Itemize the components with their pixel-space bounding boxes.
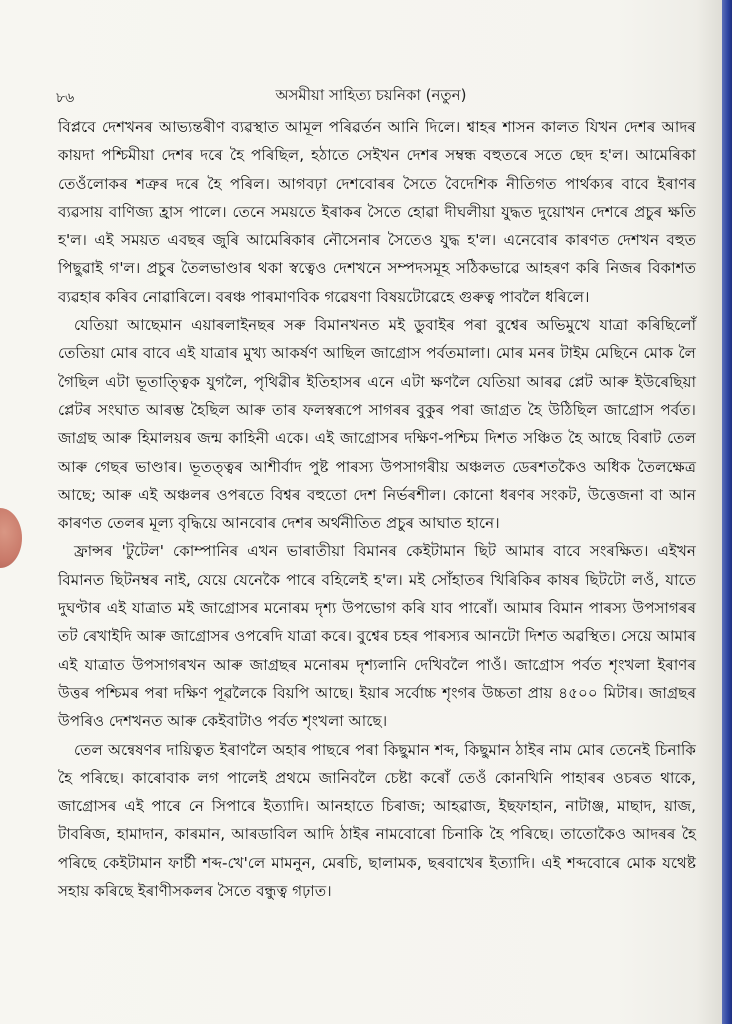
page-number: ৮৬ (56, 90, 75, 106)
book-cover-edge (722, 0, 732, 1024)
body-text (58, 113, 696, 905)
page-header (56, 84, 686, 108)
paragraph: ফ্ৰান্সৰ 'টুটেল' কোম্পানিৰ এখন ভাৰাতীয়া বিমানৰ কেইটামান ছিট আমাৰ বাবে সংৰক্ষিত। এইখন বিমানত ছিটনম্বৰ নাই, যেয়ে যেনেকৈ পাৰে বহিলেই হ'ল। মই সোঁহাতৰ খিৰিকিৰ কাষৰ ছিটটো লওঁ, যাতে দুঘণ্টাৰ এই যাত্ৰাত মই জাগ্ৰোসৰ মনোৰম দৃশ্য উপভোগ কৰি যাব পাৰোঁ। আমাৰ বিমান পাৰস্য উপসাগৰৰ তট ৰেখাইদি আৰু জাগ্ৰোসৰ ওপৰেদি যাত্ৰা কৰে। বুশ্বেৰ চহৰ পাৰস্যৰ আনটো দিশত অৱস্থিত। সেয়ে আমাৰ এই যাত্ৰাত উপসাগৰখন আৰু জাগ্ৰছৰ মনোৰম দৃশ্যলানি দেখিবলৈ পাওঁ। জাগ্ৰোস পৰ্বত শৃংখলা ইৰাণৰ উত্তৰ পশ্চিমৰ পৰা দক্ষিণ পূৱলৈকে বিয়পি আছে। ইয়াৰ সৰ্বোচ্চ শৃংগৰ উচ্চতা প্ৰায় ৪৫০০ মিটাৰ। জাগ্ৰছৰ উপৰিও দেশখনত আৰু কেইবাটাও পৰ্বত শৃংখলা আছে। (58, 542, 696, 731)
paragraph: বিপ্লবে দেশখনৰ আভ্যন্তৰীণ ব্যৱস্থাত আমূল পৰিৱৰ্তন আনি দিলে। শ্বাহৰ শাসন কালত যিখন দেশৰ আদৰ কায়দা পশ্চিমীয়া দেশৰ দৰে হৈ পৰিছিল, হঠাতে সেইখন দেশৰ সম্বন্ধ বহুতৰে সতে ছেদ হ'ল। আমেৰিকা তেওঁলোকৰ শত্ৰুৰ দৰে হৈ পৰিল। আগবঢ়া দেশবোৰৰ সৈতে বৈদেশিক নীতিগত পাৰ্থক্যৰ বাবে ইৰাণৰ ব্যৱসায় বাণিজ্য হ্ৰাস পালে। তেনে সময়তে ইৰাকৰ সৈতে হোৱা দীঘলীয়া যুদ্ধত দুয়োখন দেশৰে প্ৰচুৰ ক্ষতি হ'ল। এই সময়ত এবছৰ জুৰি আমেৰিকাৰ নৌসেনাৰ সৈতেও যুদ্ধ হ'ল। এনেবোৰ কাৰণত দেশখন বহুত পিছুৱাই গ'ল। প্ৰচুৰ তৈলভাণ্ডাৰ থকা স্বত্বেও দেশখনে সম্পদসমূহ সঠিকভাৱে আহৰণ কৰি নিজৰ বিকাশত ব্যৱহাৰ কৰিব নোৱাৰিলে। বৰঞ্চ পাৰমাণবিক গৱেষণা বিষয়টোৱেহে গুৰুত্ব পাবলৈ ধৰিলে। (58, 118, 696, 306)
paragraph: যেতিয়া আছেমান এয়াৰলাইনছৰ সৰু বিমানখনত মই ডুবাইৰ পৰা বুশ্বেৰ অভিমুখে যাত্ৰা কৰিছিলোঁ তেতিয়া মোৰ বাবে এই যাত্ৰাৰ মুখ্য আকৰ্ষণ আছিল জাগ্ৰোস পৰ্বতমালা। মোৰ মনৰ টাইম মেছিনে মোক লৈ গৈছিল এটা ভূতাত্ত্বিক যুগলৈ, পৃথিৱীৰ ইতিহাসৰ এনে এটা ক্ষণলৈ যেতিয়া আৰৱ প্লেট আৰু ইউৰেছিয়া প্লেটৰ সংঘাত আৰম্ভ হৈছিল আৰু তাৰ ফলস্বৰূপে সাগৰৰ বুকুৰ পৰা জাগ্ৰত হৈ উঠিছিল জাগ্ৰোস পৰ্বত। জাগ্ৰছ আৰু হিমালয়ৰ জন্ম কাহিনী একে। এই জাগ্ৰোসৰ দক্ষিণ-পশ্চিম দিশত সঞ্চিত হৈ আছে বিৰাট তেল আৰু গেছৰ ভাণ্ডাৰ। ভূতত্ত্বৰ আশীৰ্বাদ পুষ্ট পাৰস্য উপসাগৰীয় অঞ্চলত ডেৰশতকৈও অধিক তৈলক্ষেত্ৰ আছে; আৰু এই অঞ্চলৰ ওপৰতে বিশ্বৰ বহুতো দেশ নিৰ্ভৰশীল। কোনো ধৰণৰ সংকট, উত্তেজনা বা আন কাৰণত তেলৰ মূল্য বৃদ্ধিয়ে আনবোৰ দেশৰ অৰ্থনীতিত প্ৰচুৰ আঘাত হানে। (58, 316, 696, 533)
running-title: অসমীয়া সাহিত্য চয়নিকা (নতুন) (275, 86, 467, 104)
paragraph: তেল অন্বেষণৰ দায়িত্বত ইৰাণলৈ অহাৰ পাছৰে পৰা কিছুমান শব্দ, কিছুমান ঠাইৰ নাম মোৰ তেনেই চিনাকি হৈ পৰিছে। কাৰোবাক লগ পালেই প্ৰথমে জানিবলৈ চেষ্টা কৰোঁ তেওঁ কোনখিনি পাহাৰৰ ওচৰত থাকে, জাগ্ৰোসৰ এই পাৰে নে সিপাৰে ইত্যাদি। আনহাতে চিৰাজ; আহৱাজ, ইছফাহান, নাটাঞ্জ, মাছাদ, য়াজ, টাবৰিজ, হামাদান, কাৰমান, আৰডাবিল আদি ঠাইৰ নামবোৰো চিনাকি হৈ পৰিছে। তাতোকৈও আদৰৰ হৈ পৰিছে কেইটামান ফাৰ্চী শব্দ-খে'লে মামনুন, মেৰচি, ছালামক, ছৰবাখেৰ ইত্যাদি। এই শব্দবোৰে মোক যথেষ্ট সহায় কৰিছে ইৰাণীসকলৰ সৈতে বন্ধুত্ব গঢ়াত। (58, 740, 696, 901)
